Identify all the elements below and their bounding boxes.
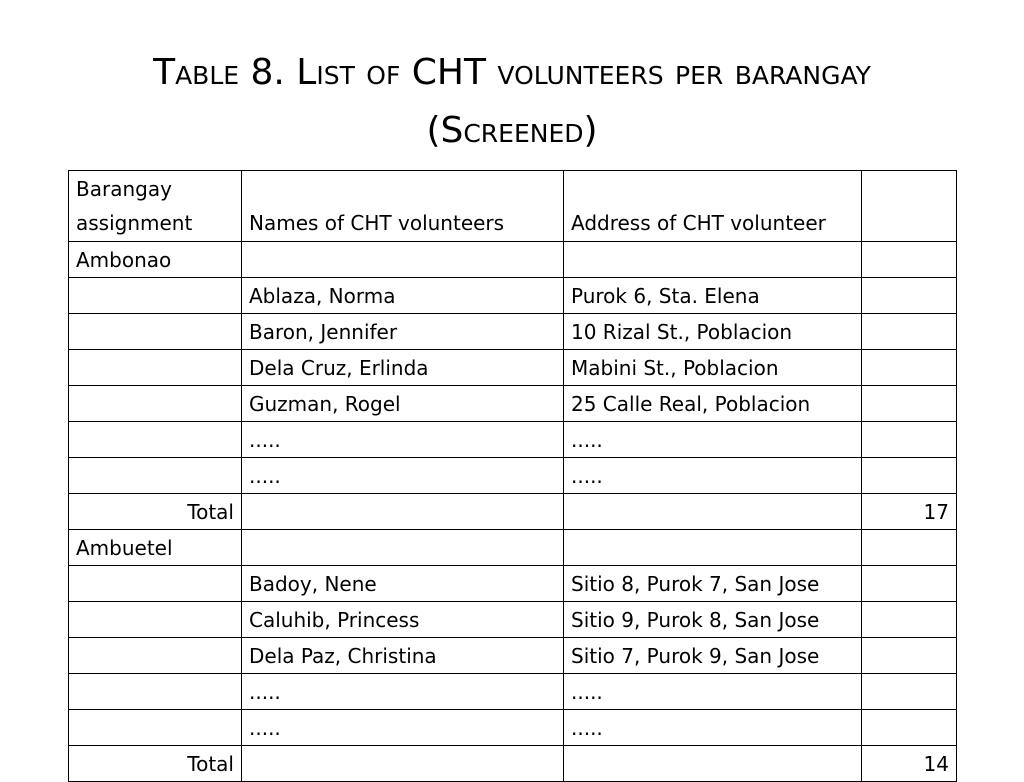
table-row: [69, 242, 957, 278]
table-cell: Ambuetel: [69, 530, 242, 566]
table-cell: [862, 602, 957, 638]
table-row: [69, 350, 957, 386]
table-row: [69, 494, 957, 530]
header-count: [862, 171, 957, 242]
table-cell: [69, 674, 242, 710]
table-cell: .....: [242, 674, 564, 710]
table-cell: [564, 242, 862, 278]
table-row: [69, 422, 957, 458]
table-cell: [242, 494, 564, 530]
table-cell: .....: [564, 674, 862, 710]
table-cell: Guzman, Rogel: [242, 386, 564, 422]
table-cell: [69, 566, 242, 602]
table-row: [69, 710, 957, 746]
table-cell: .....: [242, 710, 564, 746]
title-line-2: (Screened): [426, 110, 598, 151]
table-cell: [242, 746, 564, 782]
table-cell: [564, 746, 862, 782]
volunteers-table: [68, 170, 957, 782]
table-cell: [69, 602, 242, 638]
table-cell: .....: [564, 422, 862, 458]
table-cell: [862, 278, 957, 314]
table-cell: [862, 674, 957, 710]
table-row: [69, 278, 957, 314]
table-cell: Sitio 9, Purok 8, San Jose: [564, 602, 862, 638]
table-cell: [242, 530, 564, 566]
table-cell: [69, 458, 242, 494]
table-header-row: [69, 171, 957, 242]
header-barangay-assignment: Barangay assignment: [69, 171, 242, 242]
table-cell: Ablaza, Norma: [242, 278, 564, 314]
table-cell: [862, 422, 957, 458]
table-cell: [862, 638, 957, 674]
table-cell: 25 Calle Real, Poblacion: [564, 386, 862, 422]
table-cell: [862, 458, 957, 494]
table-cell: Mabini St., Poblacion: [564, 350, 862, 386]
table-cell: 10 Rizal St., Poblacion: [564, 314, 862, 350]
table-cell: Total: [69, 746, 242, 782]
table-cell: [242, 242, 564, 278]
table-cell: Dela Paz, Christina: [242, 638, 564, 674]
table-cell: [69, 278, 242, 314]
table-cell: [564, 494, 862, 530]
table-cell: [862, 566, 957, 602]
page-title: [0, 44, 1024, 160]
table-cell: Total: [69, 494, 242, 530]
table-cell: Sitio 7, Purok 9, San Jose: [564, 638, 862, 674]
table-cell: 17: [862, 494, 957, 530]
table-cell: .....: [564, 458, 862, 494]
table-cell: [69, 638, 242, 674]
table-row: [69, 602, 957, 638]
table-row: [69, 746, 957, 782]
table-row: [69, 674, 957, 710]
table-row: [69, 566, 957, 602]
table-row: [69, 314, 957, 350]
table-row: [69, 386, 957, 422]
table-cell: [69, 350, 242, 386]
table-cell: Badoy, Nene: [242, 566, 564, 602]
table-cell: [862, 386, 957, 422]
table-row: [69, 458, 957, 494]
table-cell: Sitio 8, Purok 7, San Jose: [564, 566, 862, 602]
table-cell: Ambonao: [69, 242, 242, 278]
table-cell: [69, 422, 242, 458]
header-volunteer-address: Address of CHT volunteer: [564, 171, 862, 242]
table-cell: Baron, Jennifer: [242, 314, 564, 350]
table-cell: Caluhib, Princess: [242, 602, 564, 638]
table-cell: .....: [242, 422, 564, 458]
title-line-1: Table 8. List of CHT volunteers per barangay: [153, 52, 871, 93]
table-row: [69, 638, 957, 674]
table-body: [69, 242, 957, 782]
table-cell: [862, 242, 957, 278]
table-cell: [69, 314, 242, 350]
table-cell: [69, 386, 242, 422]
table-cell: [862, 530, 957, 566]
table-cell: [564, 530, 862, 566]
table-cell: [69, 710, 242, 746]
header-volunteer-names: Names of CHT volunteers: [242, 171, 564, 242]
table-cell: Dela Cruz, Erlinda: [242, 350, 564, 386]
table-cell: [862, 314, 957, 350]
table-cell: 14: [862, 746, 957, 782]
table-cell: [862, 710, 957, 746]
table-row: [69, 530, 957, 566]
table-cell: .....: [564, 710, 862, 746]
table-cell: [862, 350, 957, 386]
table-cell: Purok 6, Sta. Elena: [564, 278, 862, 314]
table-cell: .....: [242, 458, 564, 494]
